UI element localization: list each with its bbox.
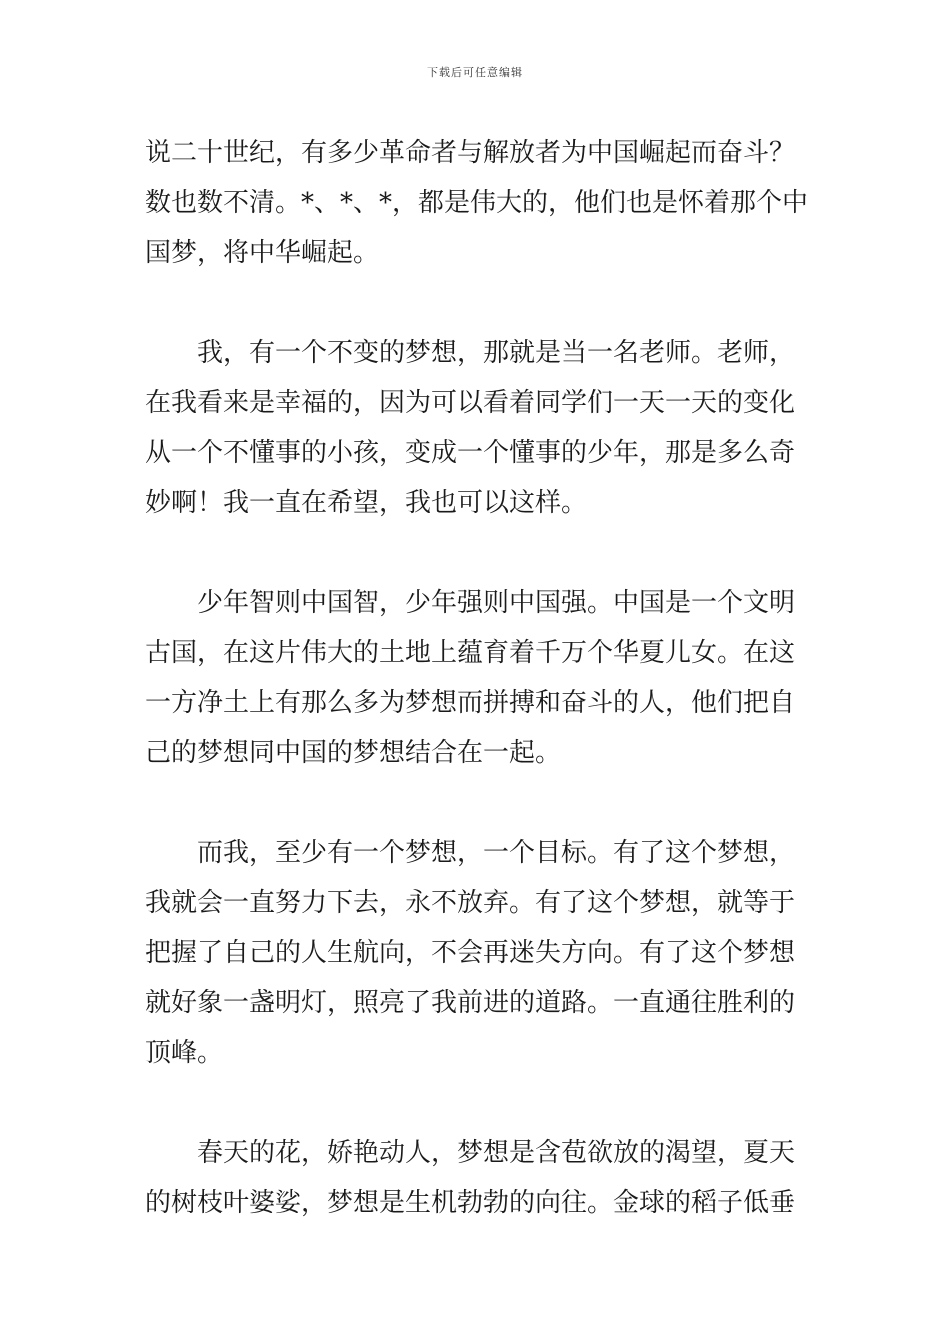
paragraph-line: 把握了自己的人生航向，不会再迷失方向。有了这个梦想 [145, 938, 796, 968]
paragraph-line: 就好象一盏明灯，照亮了我前进的道路。一直通往胜利的 [145, 988, 796, 1018]
paragraph-spacer [145, 278, 813, 328]
paragraph-line: 妙啊！我一直在希望，我也可以这样。 [145, 488, 588, 518]
paragraph-line: 我就会一直努力下去，永不放弃。有了这个梦想，就等于 [145, 888, 796, 918]
paragraph-line: 而我，至少有一个梦想，一个目标。有了这个梦想， [197, 838, 796, 868]
paragraph-line: 从一个不懂事的小孩，变成一个懂事的少年，那是多么奇 [145, 438, 796, 468]
paragraph-line: 我，有一个不变的梦想，那就是当一名老师。老师， [197, 338, 796, 368]
paragraph-5 [145, 1128, 813, 1228]
document-body [145, 128, 813, 1228]
paragraph-line: 一方净土上有那么多为梦想而拼搏和奋斗的人，他们把自 [145, 688, 796, 718]
paragraph-line: 顶峰。 [145, 1038, 224, 1068]
paragraph-line: 古国，在这片伟大的土地上蕴育着千万个华夏儿女。在这 [145, 638, 796, 668]
paragraph-line: 春天的花，娇艳动人，梦想是含苞欲放的渴望，夏天 [197, 1138, 796, 1168]
paragraph-3 [145, 578, 813, 778]
paragraph-line: 说二十世纪，有多少革命者与解放者为中国崛起而奋斗？ [145, 138, 796, 168]
paragraph-line: 己的梦想同中国的梦想结合在一起。 [145, 738, 562, 768]
paragraph-line: 的树枝叶婆娑，梦想是生机勃勃的向往。金球的稻子低垂 [145, 1188, 796, 1218]
paragraph-4 [145, 828, 813, 1078]
paragraph-line: 在我看来是幸福的，因为可以看着同学们一天一天的变化 [145, 388, 796, 418]
paragraph-line: 国梦，将中华崛起。 [145, 238, 380, 268]
paragraph-spacer [145, 528, 813, 578]
paragraph-spacer [145, 1078, 813, 1128]
paragraph-spacer [145, 778, 813, 828]
paragraph-line: 数也数不清。*、*、*，都是伟大的，他们也是怀着那个中 [145, 188, 809, 218]
page-header: 下载后可任意编辑 [427, 66, 523, 79]
paragraph-2 [145, 328, 813, 528]
paragraph-line: 少年智则中国智，少年强则中国强。中国是一个文明 [197, 588, 796, 618]
paragraph-1 [145, 128, 813, 278]
